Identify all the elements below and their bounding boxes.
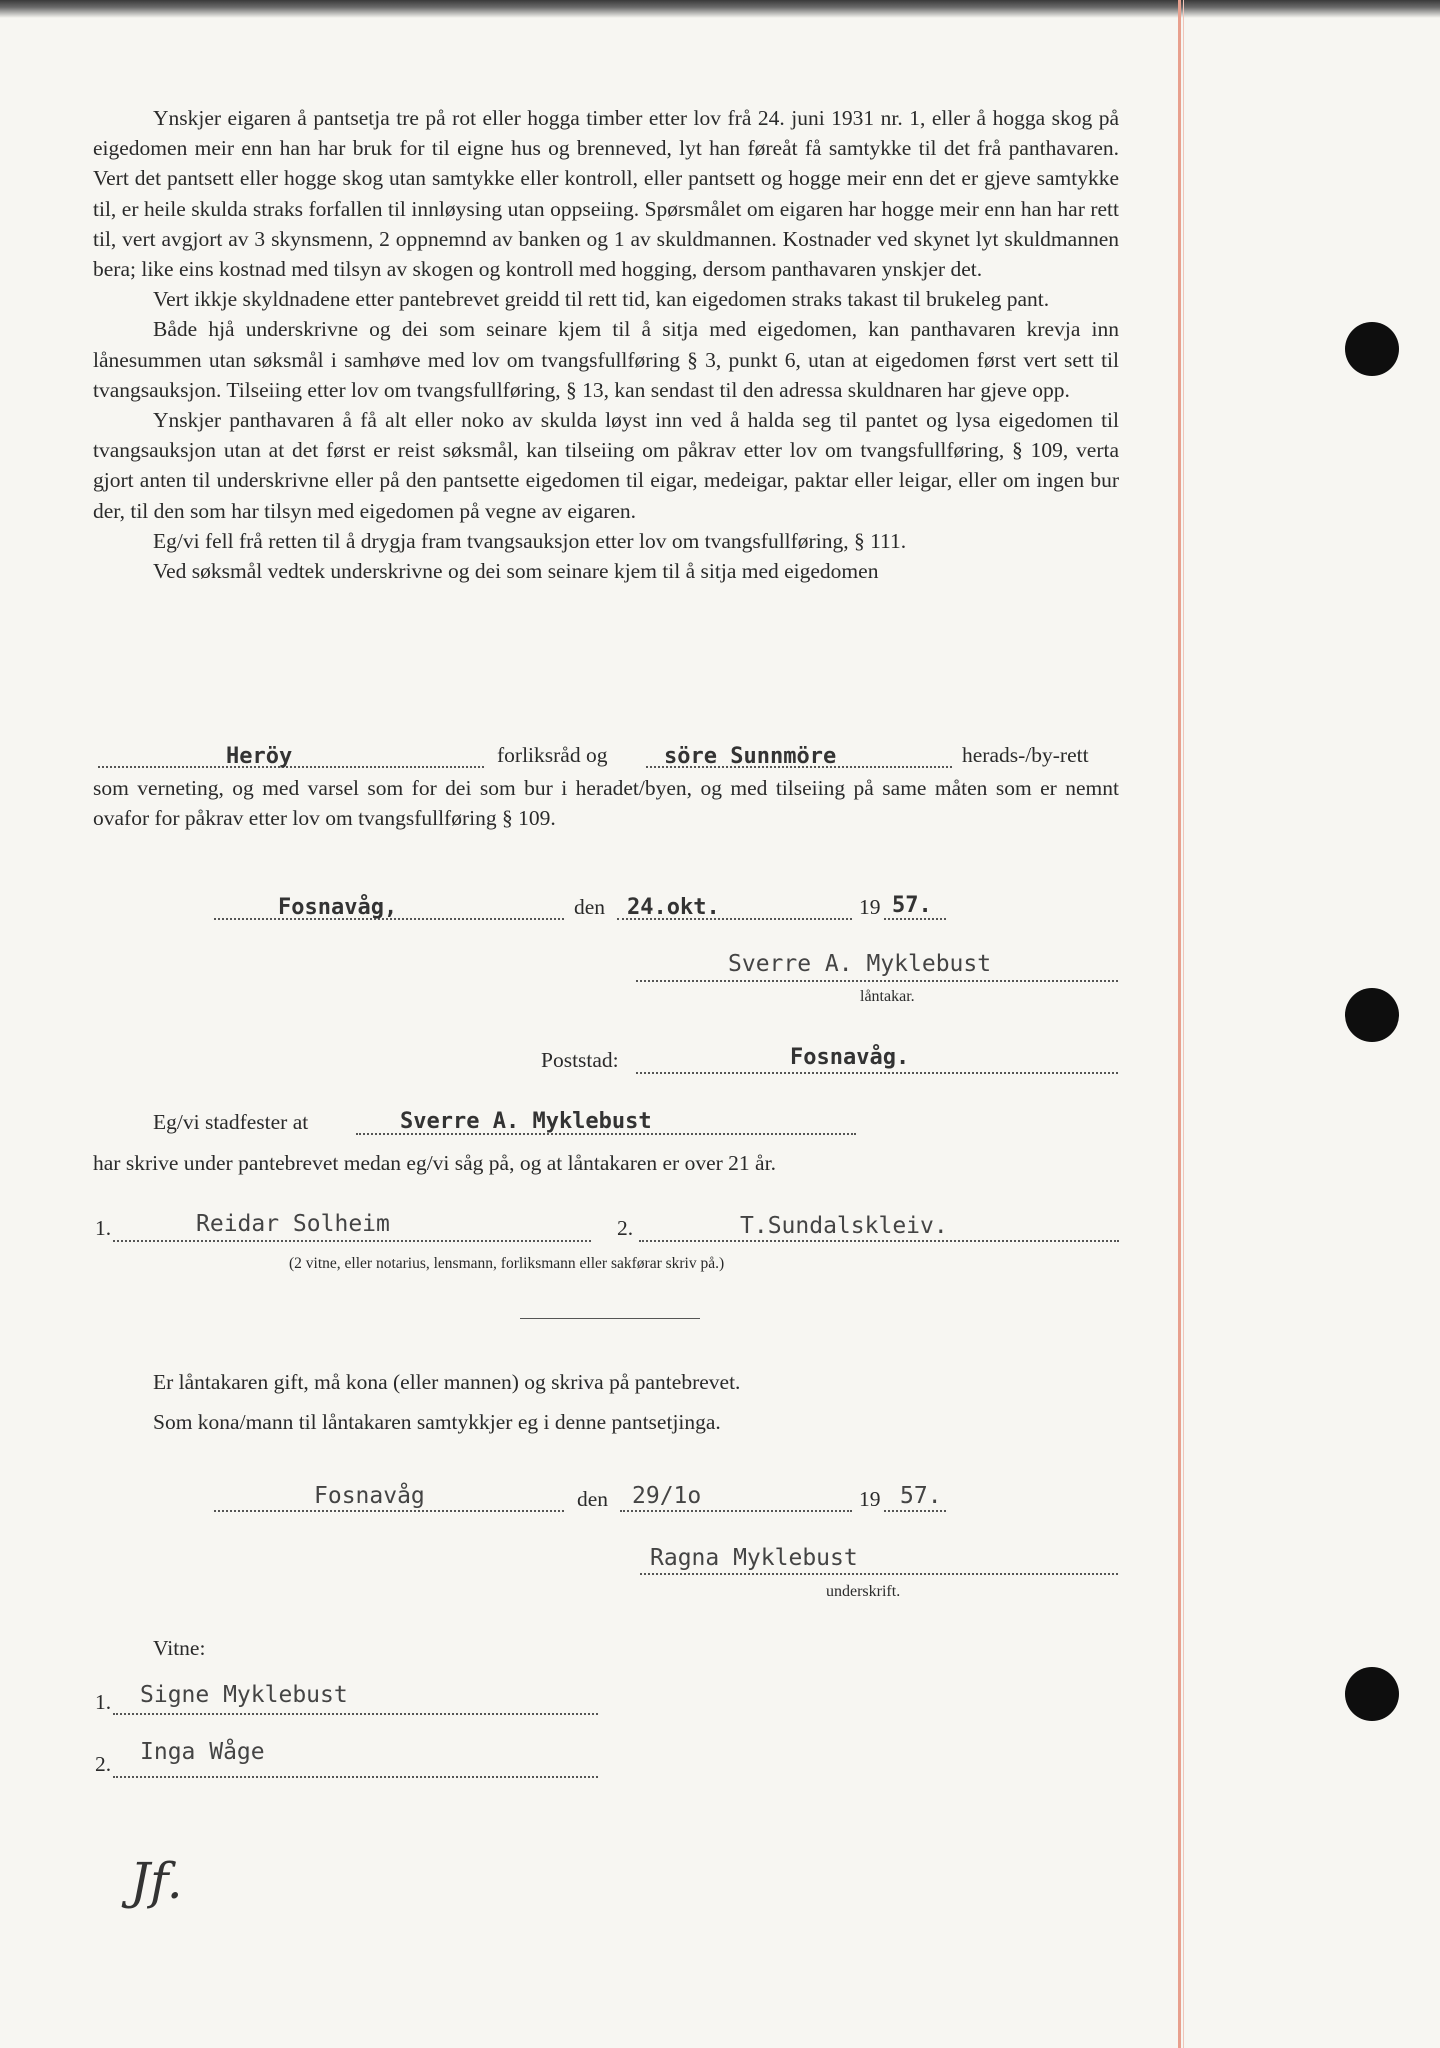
paragraph-forest: Ynskjer eigaren å pantsetja tre på rot eller hogga timber etter lov frå 24. juni 1931 nr. 1, eller å hogga skog på eigedomen meir enn han har bruk for til eigne hus og brenneved, lyt han føreåt få samtykke til det frå panthavaren. Vert det pantsett eller hogge skog utan samtykke eller kontroll, eller pantsett og hogge meir enn det er gjeve samtykke til, er heile skulda straks forfallen til innløysing utan oppseiing. Spørsmålet om eigaren har hogge meir enn han har rett til, vert avgjort av 3 skynsmenn, 2 oppnemnd av banken og 1 av skuldmannen. Kostnader ved skynet lyt skuldmannen bera; like eins kostnad med tilsyn av skogen og kontroll med hogging, dersom panthavaren ynskjer det. bbox=[93, 106, 1119, 282]
paragraph-collection: Både hjå underskrivne og dei som seinare kjem til å sitja med eigedomen, kan panthavaren krevja inn lånesummen utan søksmål i samhøve med lov om tvangsfullføring § 3, punkt 6, utan at eigedomen først vert sett til tvangsauksjon. Tilseiing etter lov om tvangsfullføring, § 13, kan sendast til den adressa skuldnaren har gjeve opp. bbox=[93, 317, 1119, 402]
body-text bbox=[93, 103, 1119, 586]
herads-value: söre Sunnmöre bbox=[664, 744, 837, 769]
witness1-signature: Reidar Solheim bbox=[196, 1211, 390, 1237]
spouse-place-line bbox=[214, 1510, 564, 1512]
vitne-heading: Vitne: bbox=[153, 1636, 206, 1660]
witness2-signature: T.Sundalskleiv. bbox=[740, 1213, 948, 1239]
vitne1-line bbox=[113, 1713, 598, 1715]
signing-date: 24.okt. bbox=[627, 895, 720, 920]
spouse-line2: Som kona/mann til låntakaren samtykkjer eg i denne pantsetjinga. bbox=[153, 1410, 721, 1434]
herads-label: herads-/by-rett bbox=[962, 743, 1089, 767]
vitne2-number: 2. bbox=[95, 1752, 112, 1776]
spouse-signature: Ragna Myklebust bbox=[650, 1545, 858, 1571]
spouse-year-prefix: 19 bbox=[859, 1487, 881, 1511]
witness2-number: 2. bbox=[617, 1216, 634, 1240]
vitne2-line bbox=[113, 1776, 598, 1778]
spouse-den-label: den bbox=[577, 1487, 609, 1511]
witness1-number: 1. bbox=[95, 1216, 112, 1240]
spouse-line1: Er låntakaren gift, må kona (eller mannen) og skriva på pantebrevet. bbox=[153, 1370, 741, 1394]
margin-rule bbox=[1178, 0, 1181, 2048]
witness1-line bbox=[113, 1240, 591, 1242]
spouse-signature-line bbox=[640, 1573, 1118, 1575]
forliksrad-label: forliksråd og bbox=[497, 743, 608, 767]
vitne2-signature: Inga Wåge bbox=[140, 1739, 265, 1765]
witness-note: (2 vitne, eller notarius, lensmann, forliksmann eller sakførar skriv på.) bbox=[289, 1255, 725, 1272]
paragraph-auction: Ynskjer panthavaren å få alt eller noko av skulda løyst inn ved å halda seg til pantet og lysa eigedomen til tvangsauksjon utan at det først er reist søksmål, kan tilseiing om påkrav etter lov om tvangsfullføring, § 109, verta gjort anten til underskrivne eller på den pantsette eigedomen til eigar, medeigar, paktar eller leigar, eller om ingen bur der, til den som har tilsyn med eigedomen på vegne av eigaren. bbox=[93, 408, 1119, 523]
spouse-place: Fosnavåg bbox=[314, 1483, 425, 1509]
punch-hole-bottom bbox=[1345, 1667, 1399, 1721]
confirm-statement: har skrive under pantebrevet medan eg/vi såg på, og at låntakaren er over 21 år. bbox=[93, 1151, 776, 1175]
paragraph-overdue: Vert ikkje skyldnadene etter pantebrevet greidd til rett tid, kan eigedomen straks takast til brukeleg pant. bbox=[153, 287, 1050, 312]
spouse-date-line bbox=[620, 1510, 852, 1512]
paragraph-lawsuit: Ved søksmål vedtek underskrivne og dei som seinare kjem til å sitja med eigedomen bbox=[153, 559, 879, 584]
borrower-signature-label: låntakar. bbox=[860, 988, 915, 1005]
signing-den-label: den bbox=[574, 895, 606, 919]
spouse-signature-label: underskrift. bbox=[826, 1583, 901, 1600]
punch-hole-top bbox=[1345, 322, 1399, 376]
section-divider bbox=[520, 1318, 700, 1319]
vitne1-signature: Signe Myklebust bbox=[140, 1682, 348, 1708]
spouse-year-suffix: 57. bbox=[900, 1483, 942, 1509]
scan-top-edge bbox=[0, 0, 1440, 18]
spouse-date: 29/1o bbox=[632, 1483, 702, 1509]
poststad-line bbox=[636, 1072, 1118, 1074]
punch-hole-middle bbox=[1345, 988, 1399, 1042]
borrower-signature-line bbox=[636, 980, 1118, 982]
poststad-label: Poststad: bbox=[541, 1048, 619, 1072]
vitne1-number: 1. bbox=[95, 1690, 112, 1714]
forliksrad-value: Heröy bbox=[226, 744, 293, 769]
poststad-value: Fosnavåg. bbox=[790, 1045, 910, 1070]
initials-mark: Jf. bbox=[130, 1852, 183, 1910]
signing-year-prefix: 19 bbox=[859, 895, 881, 919]
year-line bbox=[884, 918, 946, 920]
paragraph-waiver: Eg/vi fell frå retten til å drygja fram tvangsauksjon etter lov om tvangsfullføring, § 111. bbox=[153, 528, 907, 553]
witness2-line bbox=[639, 1240, 1119, 1242]
margin-rule-secondary bbox=[1183, 0, 1184, 2048]
borrower-signature: Sverre A. Myklebust bbox=[728, 951, 992, 977]
signing-year-suffix: 57. bbox=[892, 893, 932, 918]
confirm-name: Sverre A. Myklebust bbox=[400, 1109, 652, 1134]
spouse-year-line bbox=[884, 1510, 946, 1512]
confirm-prefix: Eg/vi stadfester at bbox=[153, 1110, 309, 1134]
signing-place: Fosnavåg, bbox=[278, 895, 398, 920]
venue-continuation: som verneting, og med varsel som for dei som bur i heradet/byen, og med tilseiing på same måten som er nemnt ovafor for påkrav etter lov om tvangsfullføring § 109. bbox=[93, 776, 1119, 831]
